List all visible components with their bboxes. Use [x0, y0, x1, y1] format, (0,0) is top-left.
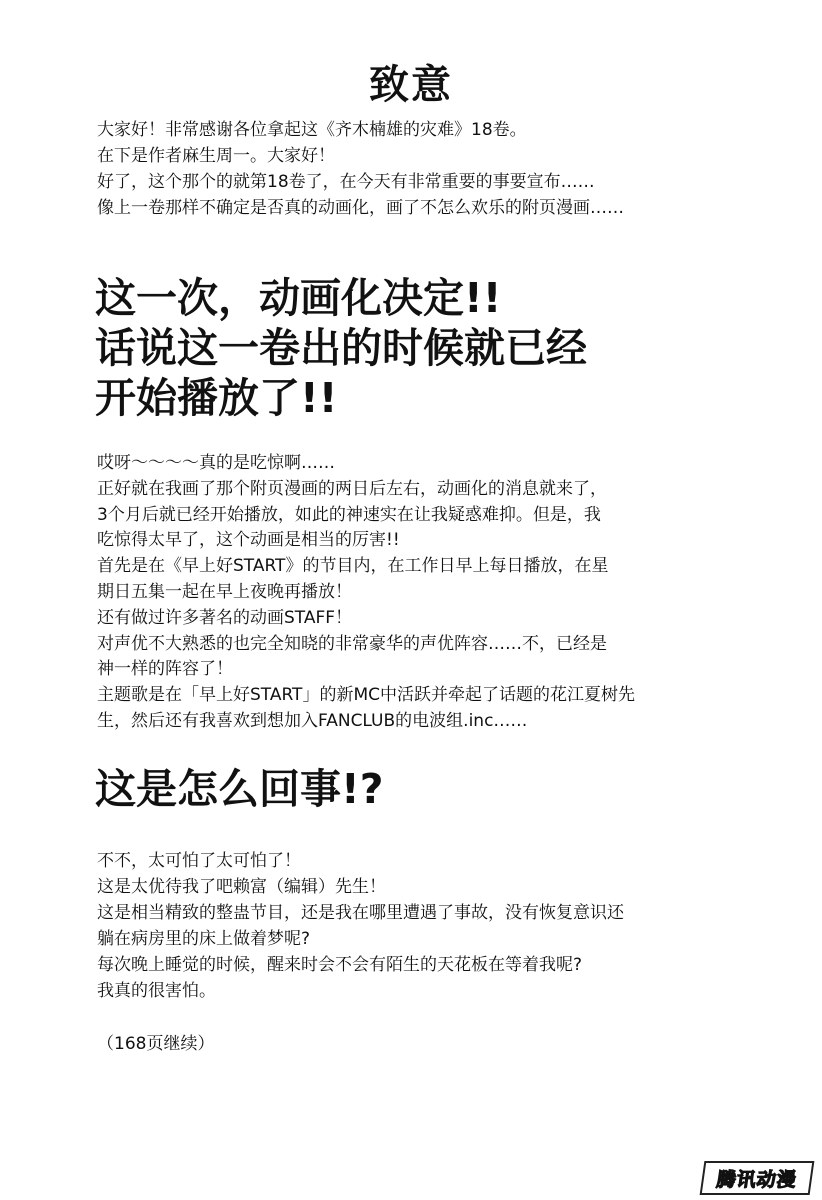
text-line: 每次晚上睡觉的时候，醒来时会不会有陌生的天花板在等着我呢?	[97, 955, 583, 975]
text-line: 3个月后就已经开始播放，如此的神速实在让我疑惑难抑。但是，我	[97, 504, 601, 525]
text-line: 好了，这个那个的就第18卷了，在今天有非常重要的事要宣布……	[97, 172, 595, 192]
headline-line: 话说这一卷出的时候就已经	[95, 324, 587, 372]
continued-note: （168页继续）	[97, 1034, 215, 1054]
text-line: 哎呀～～～～真的是吃惊啊……	[97, 453, 335, 473]
text-line: 吃惊得太早了，这个动画是相当的厉害!!	[97, 530, 400, 551]
headline-line: 开始播放了!!	[95, 374, 338, 422]
headline-line: 这是怎么回事!?	[95, 765, 384, 813]
text-line: 不不，太可怕了太可怕了！	[97, 851, 301, 871]
text-line: 期日五集一起在早上夜晚再播放！	[97, 581, 352, 602]
text-line: 在下是作者麻生周一。大家好！	[97, 146, 335, 166]
text-line: 大家好！非常感谢各位拿起这《齐木楠雄的灾难》18卷。	[97, 120, 527, 140]
anime-details-paragraph	[97, 451, 777, 735]
closing-paragraph	[97, 848, 777, 1004]
text-line: 躺在病房里的床上做着梦呢?	[97, 929, 311, 949]
text-line: 正好就在我画了那个附页漫画的两日后左右，动画化的消息就来了，	[97, 478, 607, 499]
text-line: 还有做过许多著名的动画STAFF！	[97, 607, 353, 628]
tencent-comics-watermark-logo: 腾讯动漫	[700, 1161, 815, 1195]
text-line: 像上一卷那样不确定是否真的动画化，画了不怎么欢乐的附页漫画……	[97, 198, 624, 218]
anime-announcement-headline	[95, 273, 795, 423]
text-line: 生，然后还有我喜欢到想加入FANCLUB的电波组.inc……	[97, 710, 528, 731]
text-line: 我真的很害怕。	[97, 981, 216, 1001]
page-title: 致意	[369, 62, 453, 108]
greeting-paragraph	[97, 117, 777, 221]
text-line: 神一样的阵容了！	[97, 659, 233, 680]
text-line: 首先是在《早上好START》的节目内，在工作日早上每日播放，在星	[97, 556, 609, 577]
question-headline	[95, 764, 795, 814]
text-line: 这是相当精致的整蛊节目，还是我在哪里遭遇了事故，没有恢复意识还	[97, 903, 624, 923]
headline-line: 这一次，动画化决定!!	[95, 274, 502, 322]
text-line: 主题歌是在「早上好START」的新MC中活跃并牵起了话题的花江夏树先	[97, 685, 635, 706]
text-line: 对声优不大熟悉的也完全知晓的非常豪华的声优阵容……不，已经是	[97, 633, 607, 654]
text-line: 这是太优待我了吧赖富（编辑）先生！	[97, 877, 386, 897]
